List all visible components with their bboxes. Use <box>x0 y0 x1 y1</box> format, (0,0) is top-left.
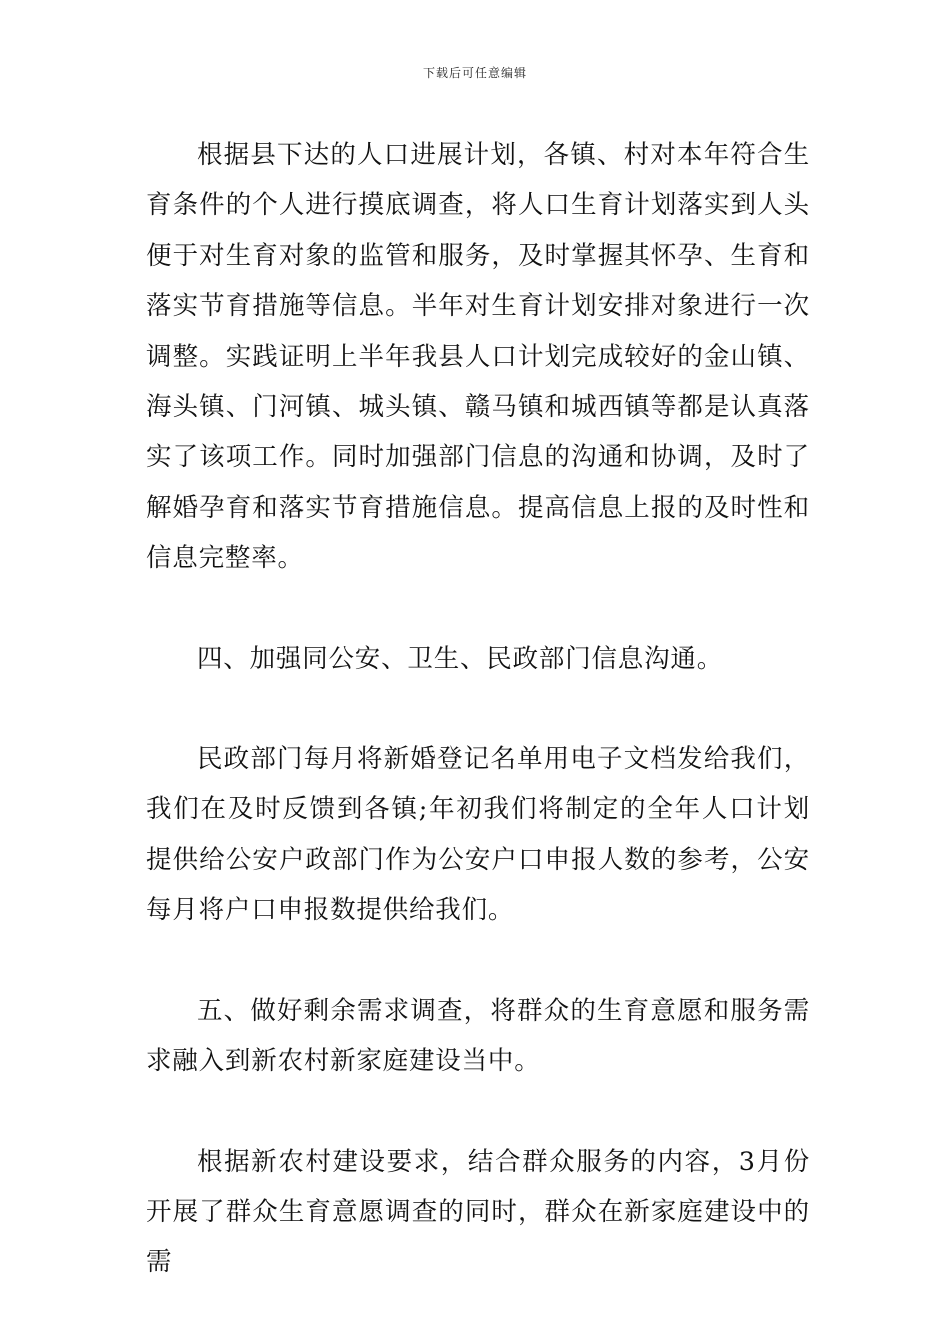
paragraph-spacer <box>146 1087 810 1137</box>
paragraph-spacer <box>146 684 810 734</box>
paragraph-spacer <box>146 584 810 634</box>
paragraph-new-countryside: 根据新农村建设要求，结合群众服务的内容，3月份开展了群众生育意愿调查的同时，群众在新家庭建设中的需 <box>146 1146 810 1278</box>
page-header: 下载后可任意编辑 <box>422 66 527 80</box>
paragraph-civil-affairs: 民政部门每月将新婚登记名单用电子文档发给我们，我们在及时反馈到各镇;年初我们将制定的全年人口计划提供给公安户政部门作为公安户口申报人数的参考，公安每月将户口申报数提供给我们。 <box>146 744 810 926</box>
paragraph-spacer <box>146 936 810 986</box>
section-heading-five: 五、做好剩余需求调查，将群众的生育意愿和服务需求融入到新农村新家庭建设当中。 <box>146 995 810 1077</box>
section-heading-four: 四、加强同公安、卫生、民政部门信息沟通。 <box>197 643 724 674</box>
paragraph-info-management: 根据县下达的人口进展计划，各镇、村对本年符合生育条件的个人进行摸底调查，将人口生育计划落实到人头便于对生育对象的监管和服务，及时掌握其怀孕、生育和落实节育措施等信息。半年对生育计划安排对象进行一次调整。实践证明上半年我县人口计划完成较好的金山镇、海头镇、门河镇、城头镇、赣马镇和城西镇等都是认真落实了该项工作。同时加强部门信息的沟通和协调，及时了解婚孕育和落实节育措施信息。提高信息上报的及时性和信息完整率。 <box>146 140 810 574</box>
document-body <box>146 130 810 1288</box>
